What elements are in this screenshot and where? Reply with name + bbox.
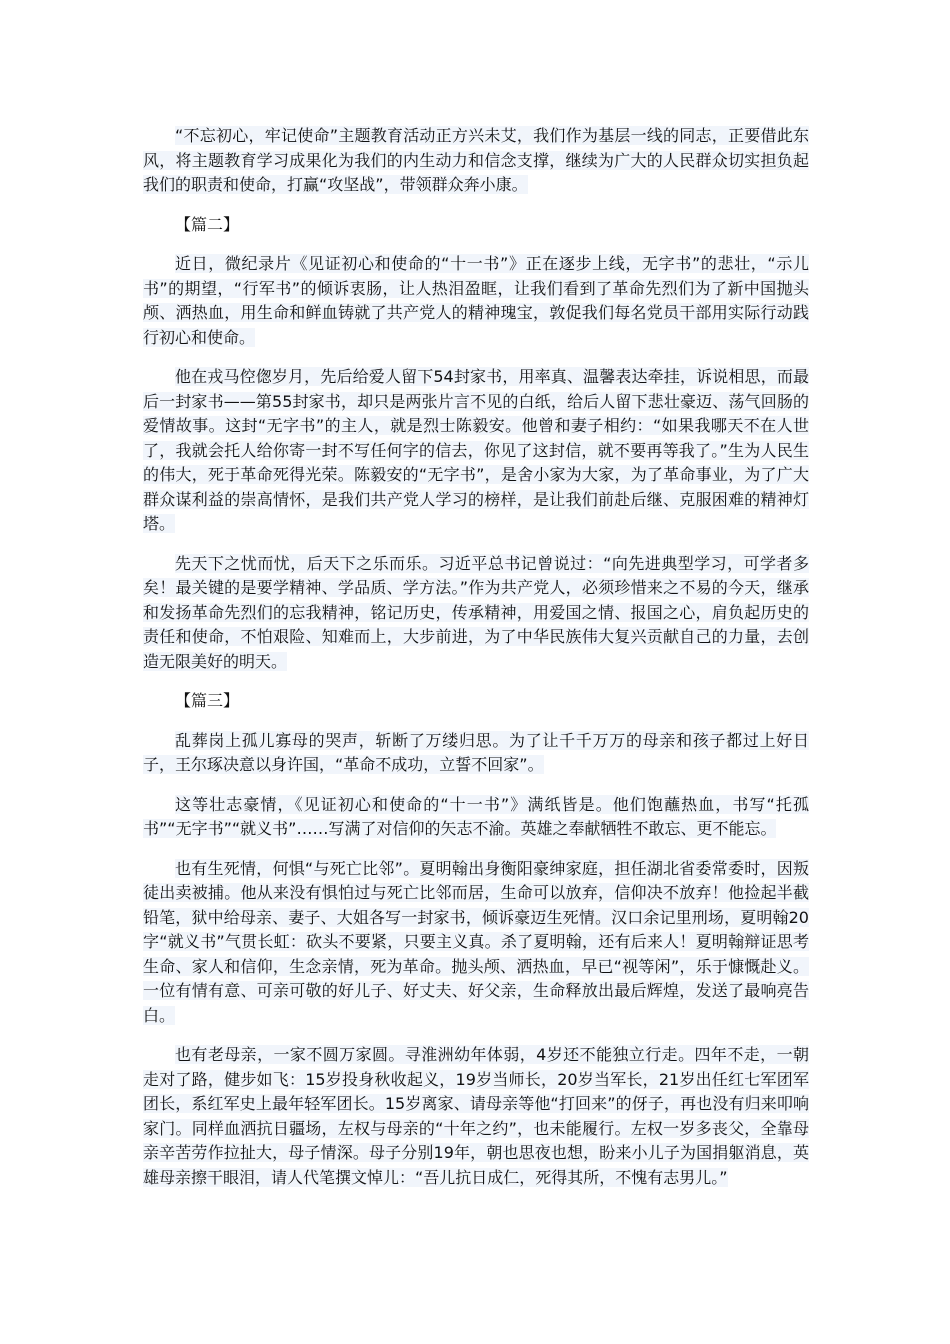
paragraph-chen-yian xyxy=(143,365,809,537)
paragraph-eleven-letters xyxy=(143,793,809,842)
paragraph-documentary xyxy=(143,252,809,350)
paragraph-xia-minghan xyxy=(143,857,809,1029)
paragraph-wang-erzhuo xyxy=(143,729,809,778)
paragraph-xun-huaizhou-text: 也有老母亲，一家不圆万家圆。寻淮洲幼年体弱，4岁还不能独立行走。四年不走，一朝走对了路，健步如飞：15岁投身秋收起义，19岁当师长，20岁当军长，21岁出任红七军团军团长，系红军史上最年轻军团长。15岁离家、请母亲等他“打回来”的伢子，再也没有归来叩响家门。同样血洒抗日疆场，左权与母亲的“十年之约”，也未能履行。左权一岁多丧父，全靠母亲辛苦劳作拉扯大，母子情深。母子分别19年，朝也思夜也想，盼来小儿子为国捐躯消息，英雄母亲擦干眼泪，请人代笔撰文悼儿：“吾儿抗日成仁，死得其所，不愧有志男儿。” xyxy=(143,1045,809,1187)
paragraph-wang-erzhuo-text: 乱葬岗上孤儿寡母的哭声，斩断了万缕归思。为了让千千万万的母亲和孩子都过上好日子，王尔琢决意以身许国，“革命不成功，立誓不回家”。 xyxy=(143,730,809,774)
paragraph-xia-minghan-text: 也有生死情，何惧“与死亡比邻”。夏明翰出身衡阳豪绅家庭，担任湖北省委常委时，因叛徒出卖被捕。他从来没有惧怕过与死亡比邻而居，生命可以放弃，信仰决不放弃！他捡起半截铅笔，狱中给母亲、妻子、大姐各写一封家书，倾诉豪迈生死情。汉口余记里刑场，夏明翰20字“就义书”气贯长虹：砍头不要紧，只要主义真。杀了夏明翰，还有后来人！夏明翰辩证思考生命、家人和信仰，生念亲情，死为革命。抛头颅、洒热血，早已“视等闲”，乐于慷慨赴义。一位有情有意、可亲可敬的好儿子、好丈夫、好父亲，生命释放出最后辉煌，发送了最响亮告白。 xyxy=(143,858,809,1025)
document-page xyxy=(143,124,809,1205)
paragraph-learning-text: 先天下之忧而忧，后天下之乐而乐。习近平总书记曾说过：“向先进典型学习，可学者多矣！最关键的是要学精神、学品质、学方法。”作为共产党人，必须珍惜来之不易的今天，继承和发扬革命先烈们的忘我精神，铭记历史，传承精神，用爱国之情、报国之心，肩负起历史的责任和使命，不怕艰险、知难而上，大步前进，为了中华民族伟大复兴贡献自己的力量，去创造无限美好的明天。 xyxy=(143,553,809,671)
paragraph-intro xyxy=(143,124,809,198)
section-heading-part-two: 【篇二】 xyxy=(175,214,240,234)
paragraph-eleven-letters-text: 这等壮志豪情，《见证初心和使命的“十一书”》满纸皆是。他们饱蘸热血，书写“托孤书”“无字书”“就义书”……写满了对信仰的矢志不渝。英雄之奉献牺牲不敢忘、更不能忘。 xyxy=(143,794,809,838)
paragraph-learning xyxy=(143,552,809,675)
section-heading-part-three: 【篇三】 xyxy=(175,691,240,710)
paragraph-intro-text: “不忘初心，牢记使命”主题教育活动正方兴未艾，我们作为基层一线的同志，正要借此东风，将主题教育学习成果化为我们的内生动力和信念支撑，继续为广大的人民群众切实担负起我们的职责和使命，打赢“攻坚战”，带领群众奔小康。 xyxy=(143,126,809,194)
paragraph-xun-huaizhou xyxy=(143,1043,809,1190)
paragraph-chen-yian-text: 他在戎马倥偬岁月，先后给爱人留下54封家书，用率真、温馨表达牵挂，诉说相思，而最后一封家书——第55封家书，却只是两张片言不见的白纸，给后人留下悲壮豪迈、荡气回肠的爱情故事。这封“无字书”的主人，就是烈士陈毅安。他曾和妻子相约：“如果我哪天不在人世了，我就会托人给你寄一封不写任何字的信去，你见了这封信，就不要再等我了。”生为人民生的伟大，死于革命死得光荣。陈毅安的“无字书”，是舍小家为大家，为了革命事业，为了广大群众谋利益的崇高情怀，是我们共产党人学习的榜样，是让我们前赴后继、克服困难的精神灯塔。 xyxy=(143,367,809,533)
paragraph-documentary-text: 近日，微纪录片《见证初心和使命的“十一书”》正在逐步上线，无字书”的悲壮，“示儿书”的期望，“行军书”的倾诉衷肠，让人热泪盈眶，让我们看到了革命先烈们为了新中国抛头颅、洒热血，用生命和鲜血铸就了共产党人的精神瑰宝，敦促我们每名党员干部用实际行动践行初心和使命。 xyxy=(143,254,809,347)
